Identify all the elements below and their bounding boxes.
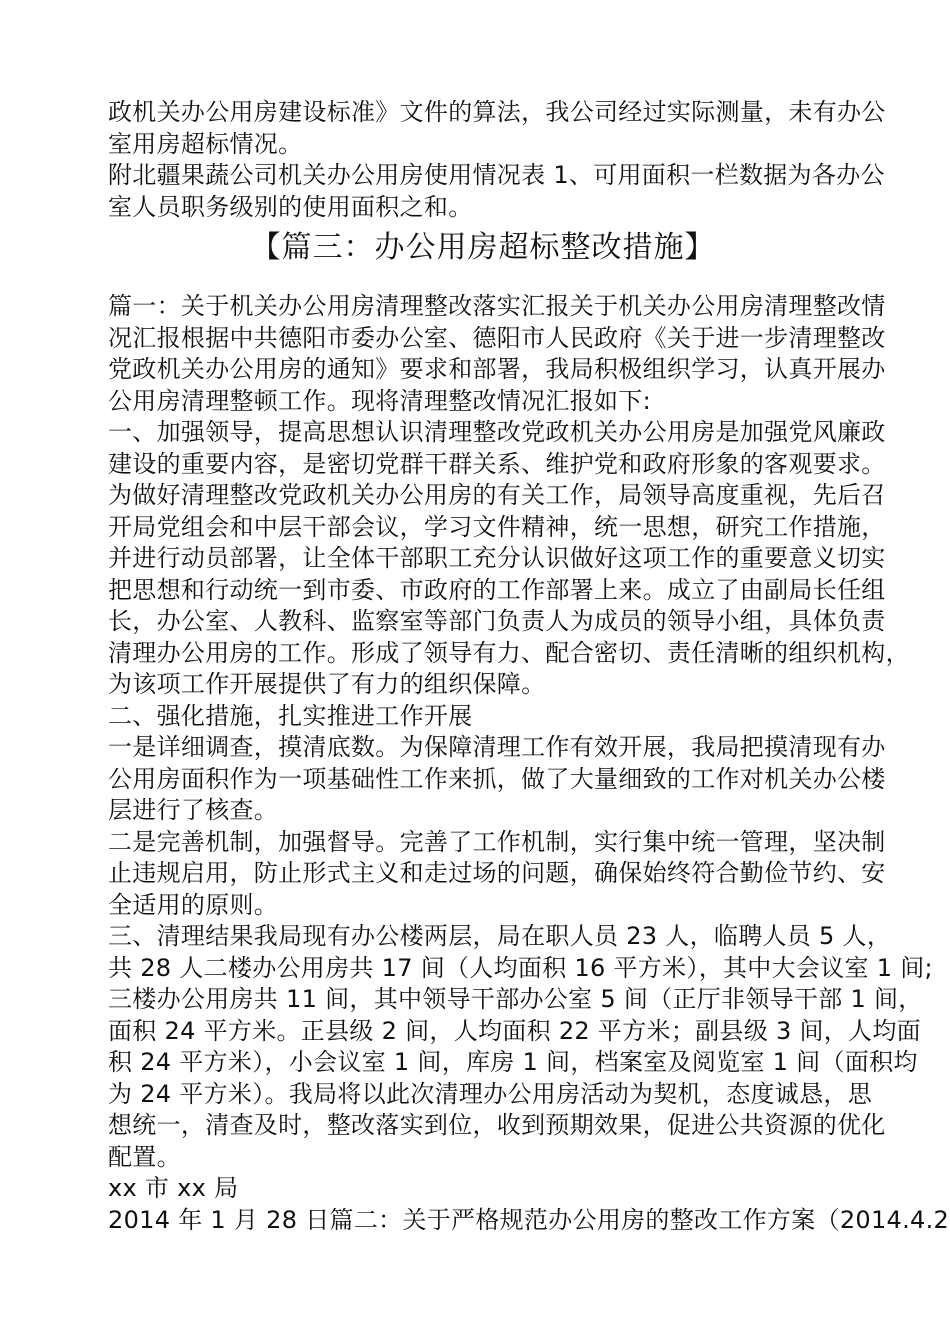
body-section <box>108 291 950 1236</box>
body-line: 清理办公用房的工作。形成了领导有力、配合密切、责任清晰的组织机构， <box>108 638 910 667</box>
body-line: 公用房面积作为一项基础性工作来抓，做了大量细致的工作对机关办公楼 <box>108 764 886 793</box>
document-page <box>108 97 950 1236</box>
body-line: 一是详细调查，摸清底数。为保障清理工作有效开展，我局把摸清现有办 <box>108 733 886 761</box>
date-line: 2014 年 1 月 28 日篇二：关于严格规范办公用房的整改工作方案（2014.4.2 <box>108 1205 950 1234</box>
body-line: 并进行动员部署，让全体干部职工充分认识做好这项工作的重要意义切实 <box>108 544 886 572</box>
body-line: 二是完善机制，加强督导。完善了工作机制，实行集中统一管理，坚决制 <box>108 827 886 856</box>
body-line: 为该项工作开展提供了有力的组织保障。 <box>108 670 546 698</box>
body-line: 党政机关办公用房的通知》要求和部署，我局积极组织学习，认真开展办 <box>108 355 886 383</box>
body-line: 二、强化措施，扎实推进工作开展 <box>108 701 473 730</box>
intro-line: 政机关办公用房建设标准》文件的算法，我公司经过实际测量，未有办公 <box>108 98 886 126</box>
body-line: 层进行了核查。 <box>108 796 279 824</box>
body-line: 况汇报根据中共德阳市委办公室、德阳市人民政府《关于进一步清理整改 <box>108 323 886 352</box>
body-line: 面积 24 平方米。正县级 2 间，人均面积 22 平方米；副县级 3 间，人均面 <box>108 1016 921 1045</box>
body-line: 为做好清理整改党政机关办公用房的有关工作，局领导高度重视，先后召 <box>108 481 886 509</box>
body-line: 为 24 平方米）。我局将以此次清理办公用房活动为契机，态度诚恳，思 <box>108 1079 872 1108</box>
body-line: 共 28 人二楼办公用房共 17 间（人均面积 16 平方米），其中大会议室 1 间; <box>108 953 933 982</box>
intro-line: 附北疆果蔬公司机关办公用房使用情况表 1、可用面积一栏数据为各办公 <box>108 161 885 189</box>
section-heading: 【篇三：办公用房超标整改措施】 <box>250 230 716 265</box>
body-line: 全适用的原则。 <box>108 890 279 919</box>
body-line: 止违规启用，防止形式主义和走过场的问题，确保始终符合勤俭节约、安 <box>108 859 886 887</box>
body-line: 积 24 平方米），小会议室 1 间，库房 1 间，档案室及阅览室 1 间（面积均 <box>108 1048 918 1076</box>
body-line: 篇一：关于机关办公用房清理整改落实汇报关于机关办公用房清理整改情 <box>108 292 886 320</box>
signature-org: xx 市 xx 局 <box>108 1174 239 1202</box>
body-line: 开局党组会和中层干部会议，学习文件精神，统一思想，研究工作措施， <box>108 512 886 541</box>
intro-line: 室用房超标情况。 <box>108 129 303 158</box>
intro-line: 室人员职务级别的使用面积之和。 <box>108 192 473 221</box>
body-line: 把思想和行动统一到市委、市政府的工作部署上来。成立了由副局长任组 <box>108 575 886 604</box>
body-line: 建设的重要内容，是密切党群干群关系、维护党和政府形象的客观要求。 <box>108 449 886 478</box>
body-line: 三、清理结果我局现有办公楼两层，局在职人员 23 人，临聘人员 5 人， <box>108 922 892 950</box>
body-line: 配置。 <box>108 1142 181 1171</box>
body-line: 三楼办公用房共 11 间，其中领导干部办公室 5 间（正厅非领导干部 1 间， <box>108 985 923 1013</box>
body-line: 想统一，清查及时，整改落实到位，收到预期效果，促进公共资源的优化 <box>108 1111 886 1139</box>
intro-section <box>108 97 886 223</box>
body-line: 长，办公室、人教科、监察室等部门负责人为成员的领导小组，具体负责 <box>108 607 886 635</box>
spacer <box>108 273 868 291</box>
body-line: 公用房清理整顿工作。现将清理整改情况汇报如下: <box>108 386 651 415</box>
body-line: 一、加强领导，提高思想认识清理整改党政机关办公用房是加强党风廉政 <box>108 418 886 446</box>
